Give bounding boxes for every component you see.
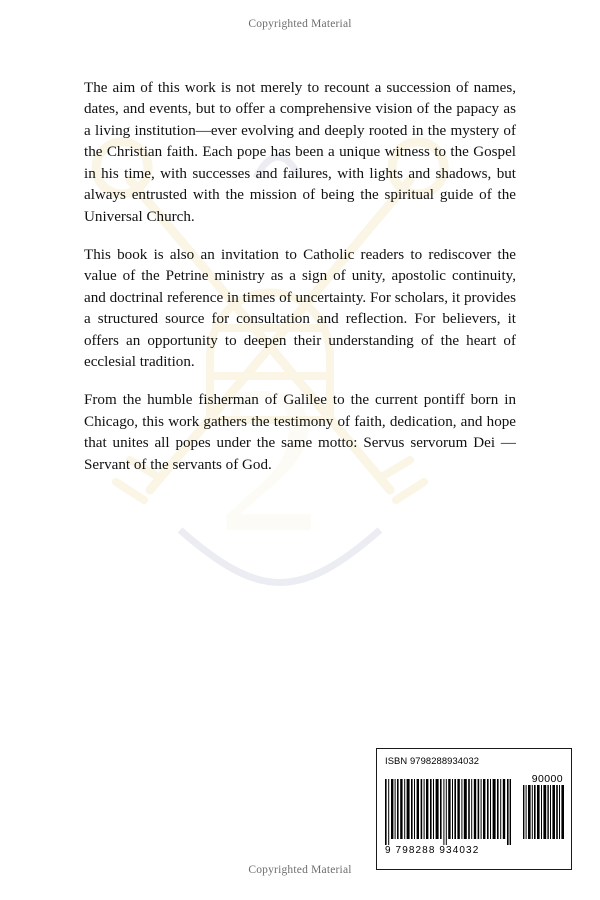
blurb-paragraph-1: The aim of this work is not merely to recount a succession of names, dates, and events, but to offer a comprehensive vision of the papacy as a living institution—ever evolving and deeply rooted in the mystery of the Christian faith. Each pope has been a unique witness to the Gospel in his time, with successes and failures, with lights and shadows, but always entrusted with the mission of being the spiritual guide of the Universal Church. [84, 80, 516, 225]
svg-text:2: 2 [217, 344, 323, 576]
back-cover-blurb [84, 78, 516, 476]
blurb-paragraph-3: From the humble fisherman of Galilee to the current pontiff born in Chicago, this work gathers the testimony of faith, dedication, and hope that unites all popes under the same motto: Servus servorum Dei — Servant of the servants of God. [84, 392, 516, 473]
price-code-label: 90000 [531, 773, 563, 785]
ean13-barcode-bars [385, 779, 511, 845]
isbn-barcode-block [376, 748, 572, 870]
ean5-addon-barcode-bars [523, 785, 565, 839]
copyright-notice-bottom: Copyrighted Material [248, 864, 352, 876]
copyright-notice-top: Copyrighted Material [248, 18, 352, 30]
isbn-label: ISBN 9798288934032 [385, 755, 480, 766]
blurb-paragraph-2: This book is also an invitation to Catholic readers to rediscover the value of the Petrine ministry as a sign of unity, apostolic continuity, and doctrinal reference in times of uncertainty. For scholars, it provides a structured source for consultation and reflection. For believers, it offers an opportunity to deepen their understanding of the heart of ecclesial tradition. [84, 246, 516, 371]
ean13-digits: 9 798288 934032 [385, 845, 480, 856]
